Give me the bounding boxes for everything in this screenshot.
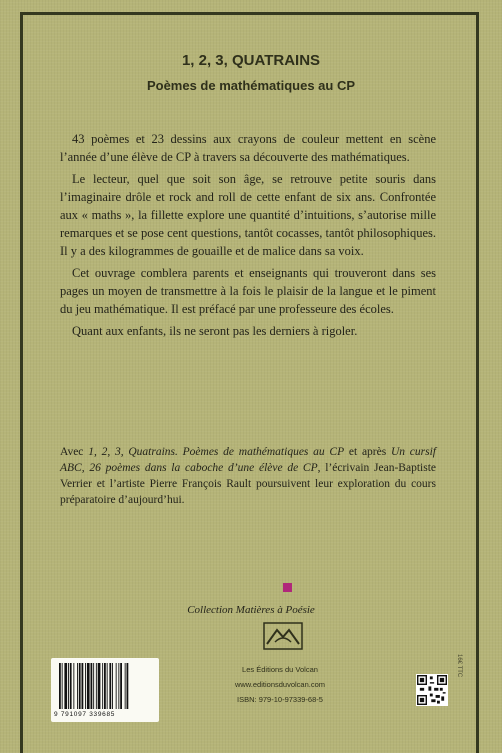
price-label: 16€ TTC: [456, 654, 462, 678]
about-text: , l’écrivain Jean-Baptiste Verrier et l’artiste Pierre François Rault poursuivent leur exploration du cours préparatoire d’aujourd’hui.: [60, 462, 436, 506]
about-book-title: 1, 2, 3, Quatrains. Poèmes de mathématiques au CP: [88, 446, 345, 458]
barcode-bar: [118, 663, 119, 709]
barcode-bar: [87, 663, 90, 709]
barcode-bar: [93, 663, 94, 709]
barcode-bar: [70, 663, 72, 709]
isbn-text: ISBN: 979-10-97339-68-5: [237, 695, 323, 704]
barcode-bar: [64, 663, 67, 709]
qr-code-icon: [416, 674, 448, 706]
barcode-bar: [102, 663, 103, 709]
book-subtitle: Poèmes de mathématiques au CP: [146, 78, 356, 93]
summary-paragraph: Cet ouvrage comblera parents et enseignants qui trouveront dans ses pages un moyen de transmettre à la fois le plaisir de la langue et le piment du jeu mathématique. Il est préfacé par une professeure des écoles.: [60, 266, 436, 316]
barcode-bar: [82, 663, 84, 709]
collection-name: Collection Matières à Poésie: [187, 604, 315, 616]
summary-paragraph: Le lecteur, quel que soit son âge, se retrouve petite souris dans l’imaginaire drôle et rock and roll de cette enfant de six ans. Confrontée aux « maths », la fillette explore une quantité d’intuitions, s’autorise mille remarques et se pose cent questions, tantôt cocasses, tantôt philosophiques. Il y a des kilogrammes de gouaille et de malice dans sa voix.: [60, 172, 436, 258]
barcode-bar: [116, 663, 117, 709]
barcode-bar: [59, 663, 61, 709]
about-text: Avec: [60, 446, 89, 458]
about-authors: [60, 444, 436, 508]
barcode-digits: 9 791097 339685: [54, 711, 116, 718]
summary-text: [60, 130, 436, 344]
barcode-bar: [112, 663, 113, 709]
barcode-bar: [107, 663, 108, 709]
barcode-bar: [127, 663, 129, 709]
summary-paragraph: 43 poèmes et 23 dessins aux crayons de couleur mettent en scène l’année d’une élève de CP à travers sa découverte des mathématiques.: [60, 132, 436, 164]
barcode: [51, 658, 159, 722]
barcode-bar: [62, 663, 63, 709]
about-previous-title: Un cursif ABC, 26 poèmes dans la caboche d’une élève de CP: [60, 446, 436, 474]
publisher-info: [200, 662, 360, 707]
collection-marker: [283, 583, 292, 592]
publisher-website: www.editionsduvolcan.com: [234, 680, 326, 689]
barcode-bar: [79, 663, 81, 709]
barcode-bar: [68, 663, 69, 709]
barcode-bar: [91, 663, 93, 709]
about-text: et après: [344, 446, 391, 458]
barcode-bar: [77, 663, 78, 709]
cover-frame: [20, 12, 479, 753]
barcode-bar: [85, 663, 86, 709]
summary-paragraph: Quant aux enfants, ils ne seront pas les derniers à rigoler.: [72, 324, 358, 338]
barcode-bar: [109, 663, 111, 709]
publisher-name: Les Éditions du Volcan: [242, 665, 318, 674]
barcode-bar: [104, 663, 106, 709]
barcode-bar: [73, 663, 74, 709]
barcode-bar: [98, 663, 101, 709]
barcode-bar: [125, 663, 126, 709]
book-title: 1, 2, 3, QUATRAINS: [181, 52, 321, 69]
barcode-bar: [120, 663, 122, 709]
barcode-bars: [59, 663, 153, 711]
volcan-logo-icon: [263, 622, 303, 650]
barcode-bar: [96, 663, 97, 709]
